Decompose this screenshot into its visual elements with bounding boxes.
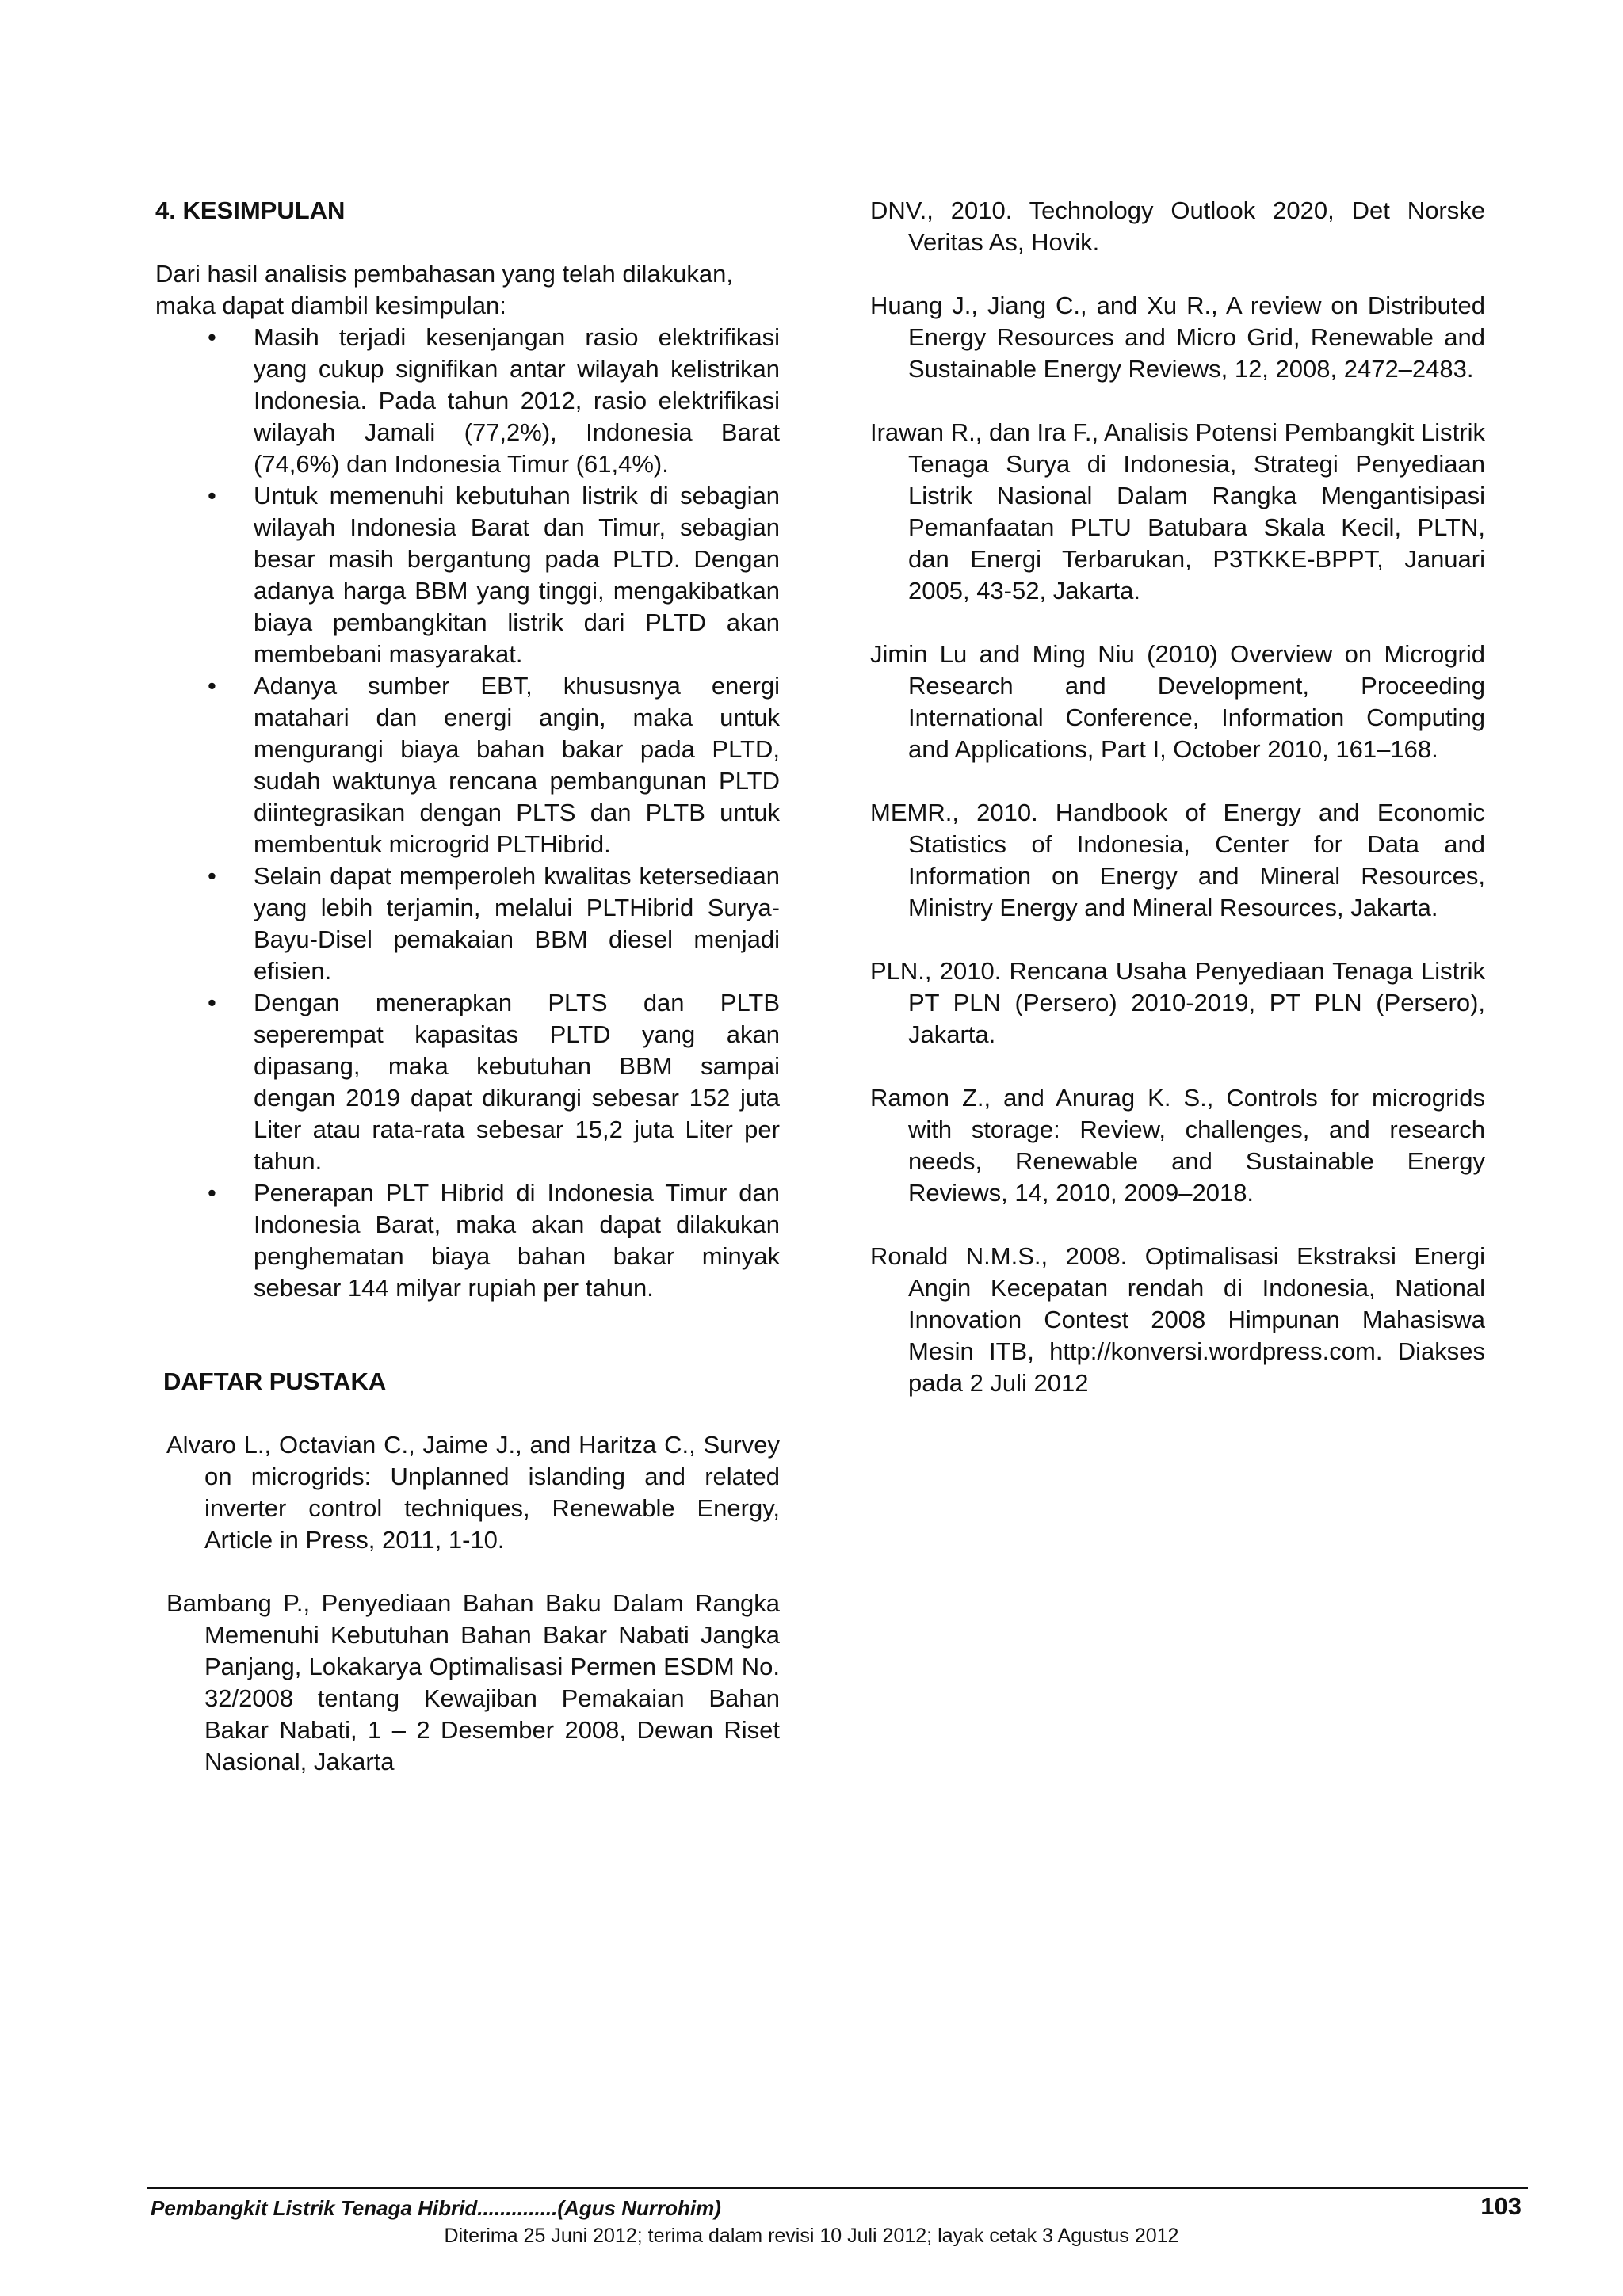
bullet-icon: •	[208, 862, 216, 890]
footer-note: Diterima 25 Juni 2012; terima dalam revisi 10 Juli 2012; layak cetak 3 Agustus 2012	[444, 2225, 1179, 2247]
list-item-text: Dengan menerapkan PLTS dan PLTB seperempat kapasitas PLTD yang akan dipasang, maka kebutuhan BBM sampai dengan 2019 dapat dikurangi sebesar 152 juta Liter atau rata-rata sebesar 15,2 juta Liter per tahun.	[254, 989, 780, 1175]
list-item	[155, 322, 780, 480]
footer-divider	[147, 2187, 1528, 2189]
bullet-icon: •	[208, 989, 216, 1016]
list-item	[155, 480, 780, 670]
list-item	[155, 987, 780, 1177]
reference-item: Ramon Z., and Anurag K. S., Controls for microgrids with storage: Review, challenges, and research needs, Renewable and Sustainable Energy Reviews, 14, 2010, 2009–2018.	[870, 1084, 1485, 1207]
reference-item: Bambang P., Penyediaan Bahan Baku Dalam Rangka Memenuhi Kebutuhan Bahan Bakar Nabati Jangka Panjang, Lokakarya Optimalisasi Permen ESDM No. 32/2008 tentang Kewajiban Pemakaian Bahan Bakar Nabati, 1 – 2 Desember 2008, Dewan Riset Nasional, Jakarta	[166, 1589, 780, 1775]
list-item	[155, 1177, 780, 1304]
running-title: Pembangkit Listrik Tenaga Hibrid..............(Agus Nurrohim)	[151, 2196, 721, 2220]
conclusion-intro: Dari hasil analisis pembahasan yang telah dilakukan, maka dapat diambil kesimpulan:	[155, 260, 733, 319]
reference-item: MEMR., 2010. Handbook of Energy and Economic Statistics of Indonesia, Center for Data and Information on Energy and Mineral Resources, Ministry Energy and Mineral Resources, Jakarta.	[870, 799, 1485, 921]
reference-item: Irawan R., dan Ira F., Analisis Potensi Pembangkit Listrik Tenaga Surya di Indonesia, Strategi Penyediaan Listrik Nasional Dalam Rangka Mengantisipasi Pemanfaatan PLTU Batubara Skala Kecil, PLTN, dan Energi Terbarukan, P3TKKE-BPPT, Januari 2005, 43-52, Jakarta.	[870, 418, 1485, 605]
list-item-text: Penerapan PLT Hibrid di Indonesia Timur dan Indonesia Barat, maka akan dapat dilakukan penghematan biaya bahan bakar minyak sebesar 144 milyar rupiah per tahun.	[254, 1179, 780, 1302]
reference-item: DNV., 2010. Technology Outlook 2020, Det Norske Veritas As, Hovik.	[870, 196, 1485, 256]
list-item	[155, 670, 780, 860]
list-item-text: Masih terjadi kesenjangan rasio elektrifikasi yang cukup signifikan antar wilayah kelistrikan Indonesia. Pada tahun 2012, rasio elektrifikasi wilayah Jamali (77,2%), Indonesia Barat (74,6%) dan Indonesia Timur (61,4%).	[254, 323, 780, 478]
reference-item: Alvaro L., Octavian C., Jaime J., and Haritza C., Survey on microgrids: Unplanned islanding and related inverter control techniques, Renewable Energy, Article in Press, 2011, 1-10.	[166, 1431, 780, 1554]
conclusion-list	[155, 322, 780, 1304]
bullet-icon: •	[208, 672, 216, 700]
list-item-text: Untuk memenuhi kebutuhan listrik di sebagian wilayah Indonesia Barat dan Timur, sebagian besar masih bergantung pada PLTD. Dengan adanya harga BBM yang tinggi, mengakibatkan biaya pembangkitan listrik dari PLTD akan membebani masyarakat.	[254, 482, 780, 668]
bullet-icon: •	[208, 482, 216, 509]
references-list-left	[166, 1429, 780, 1778]
section-heading: 4. KESIMPULAN	[155, 196, 346, 224]
bullet-icon: •	[208, 323, 216, 351]
reference-item: Jimin Lu and Ming Niu (2010) Overview on Microgrid Research and Development, Proceeding International Conference, Information Computing and Applications, Part I, October 2010, 161–168.	[870, 640, 1485, 763]
reference-item: Ronald N.M.S., 2008. Optimalisasi Ekstraksi Energi Angin Kecepatan rendah di Indonesia, National Innovation Contest 2008 Himpunan Mahasiswa Mesin ITB, http://konversi.wordpress.com. Diakses pada 2 Juli 2012	[870, 1242, 1485, 1397]
reference-item: Huang J., Jiang C., and Xu R., A review on Distributed Energy Resources and Micro Grid, Renewable and Sustainable Energy Reviews, 12, 2008, 2472–2483.	[870, 292, 1485, 383]
right-column	[870, 195, 1485, 1431]
references-heading: DAFTAR PUSTAKA	[163, 1367, 387, 1395]
list-item	[155, 860, 780, 987]
bullet-icon: •	[208, 1179, 216, 1207]
page-number: 103	[1480, 2192, 1522, 2220]
reference-item: PLN., 2010. Rencana Usaha Penyediaan Tenaga Listrik PT PLN (Persero) 2010-2019, PT PLN (Persero), Jakarta.	[870, 957, 1485, 1048]
list-item-text: Selain dapat memperoleh kwalitas ketersediaan yang lebih terjamin, melalui PLTHibrid Surya-Bayu-Disel pemakaian BBM diesel menjadi efisien.	[254, 862, 780, 985]
list-item-text: Adanya sumber EBT, khususnya energi matahari dan energi angin, maka untuk mengurangi biaya bahan bakar pada PLTD, sudah waktunya rencana pembangunan PLTD diintegrasikan dengan PLTS dan PLTB untuk membentuk microgrid PLTHibrid.	[254, 672, 780, 858]
left-column	[155, 195, 780, 1810]
